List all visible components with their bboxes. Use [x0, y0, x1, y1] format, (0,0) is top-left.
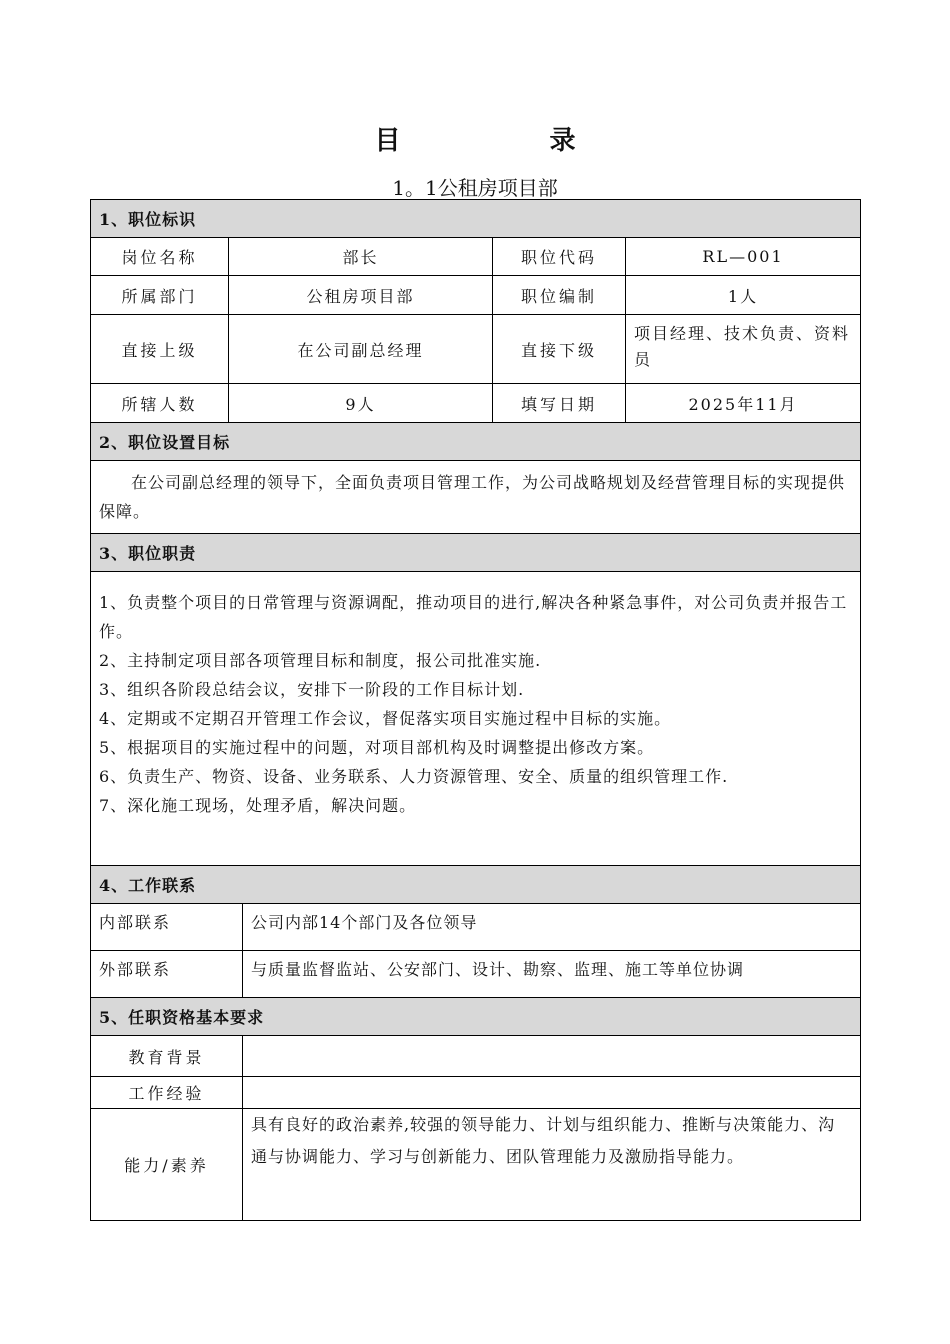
- section-3-heading: 3、职位职责: [91, 534, 861, 572]
- fill-date-label: 填写日期: [493, 384, 626, 423]
- position-name-value: 部长: [229, 238, 493, 276]
- job-description-table: [90, 199, 861, 1221]
- table-row: [91, 238, 861, 276]
- section-5-heading: 5、任职资格基本要求: [91, 998, 861, 1036]
- department-label: 所属部门: [91, 276, 229, 315]
- list-item: 5、根据项目的实施过程中的问题，对项目部机构及时调整提出修改方案。: [99, 738, 655, 757]
- external-contact-value: 与质量监督监站、公安部门、设计、勘察、监理、施工等单位协调: [243, 951, 861, 998]
- internal-contact-label: 内部联系: [91, 904, 243, 951]
- table-row: [91, 1036, 861, 1077]
- position-name-label: 岗位名称: [91, 238, 229, 276]
- experience-value: [243, 1077, 861, 1109]
- list-item: 7、深化施工现场，处理矛盾，解决问题。: [99, 796, 417, 815]
- ability-value: 具有良好的政治素养,较强的领导能力、计划与组织能力、推断与决策能力、沟通与协调能力、学习与创新能力、团队管理能力及激励指导能力。: [243, 1109, 861, 1221]
- experience-label: 工作经验: [91, 1077, 243, 1109]
- list-item: 4、定期或不定期召开管理工作会议，督促落实项目实施过程中目标的实施。: [99, 709, 672, 728]
- table-row: [91, 315, 861, 384]
- list-item: 6、负责生产、物资、设备、业务联系、人力资源管理、安全、质量的组织管理工作.: [99, 767, 729, 786]
- table-row: [91, 1109, 861, 1221]
- direct-subordinate-label: 直接下级: [493, 315, 626, 384]
- list-item: 2、主持制定项目部各项管理目标和制度，报公司批准实施.: [99, 651, 542, 670]
- education-label: 教育背景: [91, 1036, 243, 1077]
- internal-contact-value: 公司内部14个部门及各位领导: [243, 904, 861, 951]
- position-goal-text: 在公司副总经理的领导下，全面负责项目管理工作，为公司战略规划及经营管理目标的实现提供保障。: [91, 461, 861, 534]
- table-row: [91, 904, 861, 951]
- table-row: [91, 951, 861, 998]
- section-2-header: [91, 423, 861, 461]
- table-row: [91, 572, 861, 866]
- list-item: 3、组织各阶段总结会议，安排下一阶段的工作目标计划.: [99, 680, 525, 699]
- external-contact-label: 外部联系: [91, 951, 243, 998]
- document-subtitle: 1。1公租房项目部: [392, 176, 558, 200]
- table-row: [91, 461, 861, 534]
- direct-superior-label: 直接上级: [91, 315, 229, 384]
- education-value: [243, 1036, 861, 1077]
- section-1-heading: 1、职位标识: [91, 200, 861, 238]
- headcount-label: 职位编制: [493, 276, 626, 315]
- section-2-heading: 2、职位设置目标: [91, 423, 861, 461]
- section-3-header: [91, 534, 861, 572]
- fill-date-value: 2025年11月: [626, 384, 861, 423]
- staff-count-label: 所辖人数: [91, 384, 229, 423]
- direct-subordinate-value: 项目经理、技术负责、资料员: [626, 315, 861, 384]
- section-4-heading: 4、工作联系: [91, 866, 861, 904]
- table-row: [91, 384, 861, 423]
- section-4-header: [91, 866, 861, 904]
- section-5-header: [91, 998, 861, 1036]
- document-title: 目 录: [374, 126, 646, 156]
- section-1-header: [91, 200, 861, 238]
- direct-superior-value: 在公司副总经理: [229, 315, 493, 384]
- staff-count-value: 9人: [229, 384, 493, 423]
- ability-label: 能力/素养: [91, 1109, 243, 1221]
- headcount-value: 1人: [626, 276, 861, 315]
- table-row: [91, 1077, 861, 1109]
- list-item: 1、负责整个项目的日常管理与资源调配，推动项目的进行,解决各种紧急事件，对公司负责并报告工作。: [99, 593, 848, 641]
- table-row: [91, 276, 861, 315]
- position-code-label: 职位代码: [493, 238, 626, 276]
- department-value: 公租房项目部: [229, 276, 493, 315]
- position-code-value: RL—001: [626, 238, 861, 276]
- duties-list: [91, 572, 861, 866]
